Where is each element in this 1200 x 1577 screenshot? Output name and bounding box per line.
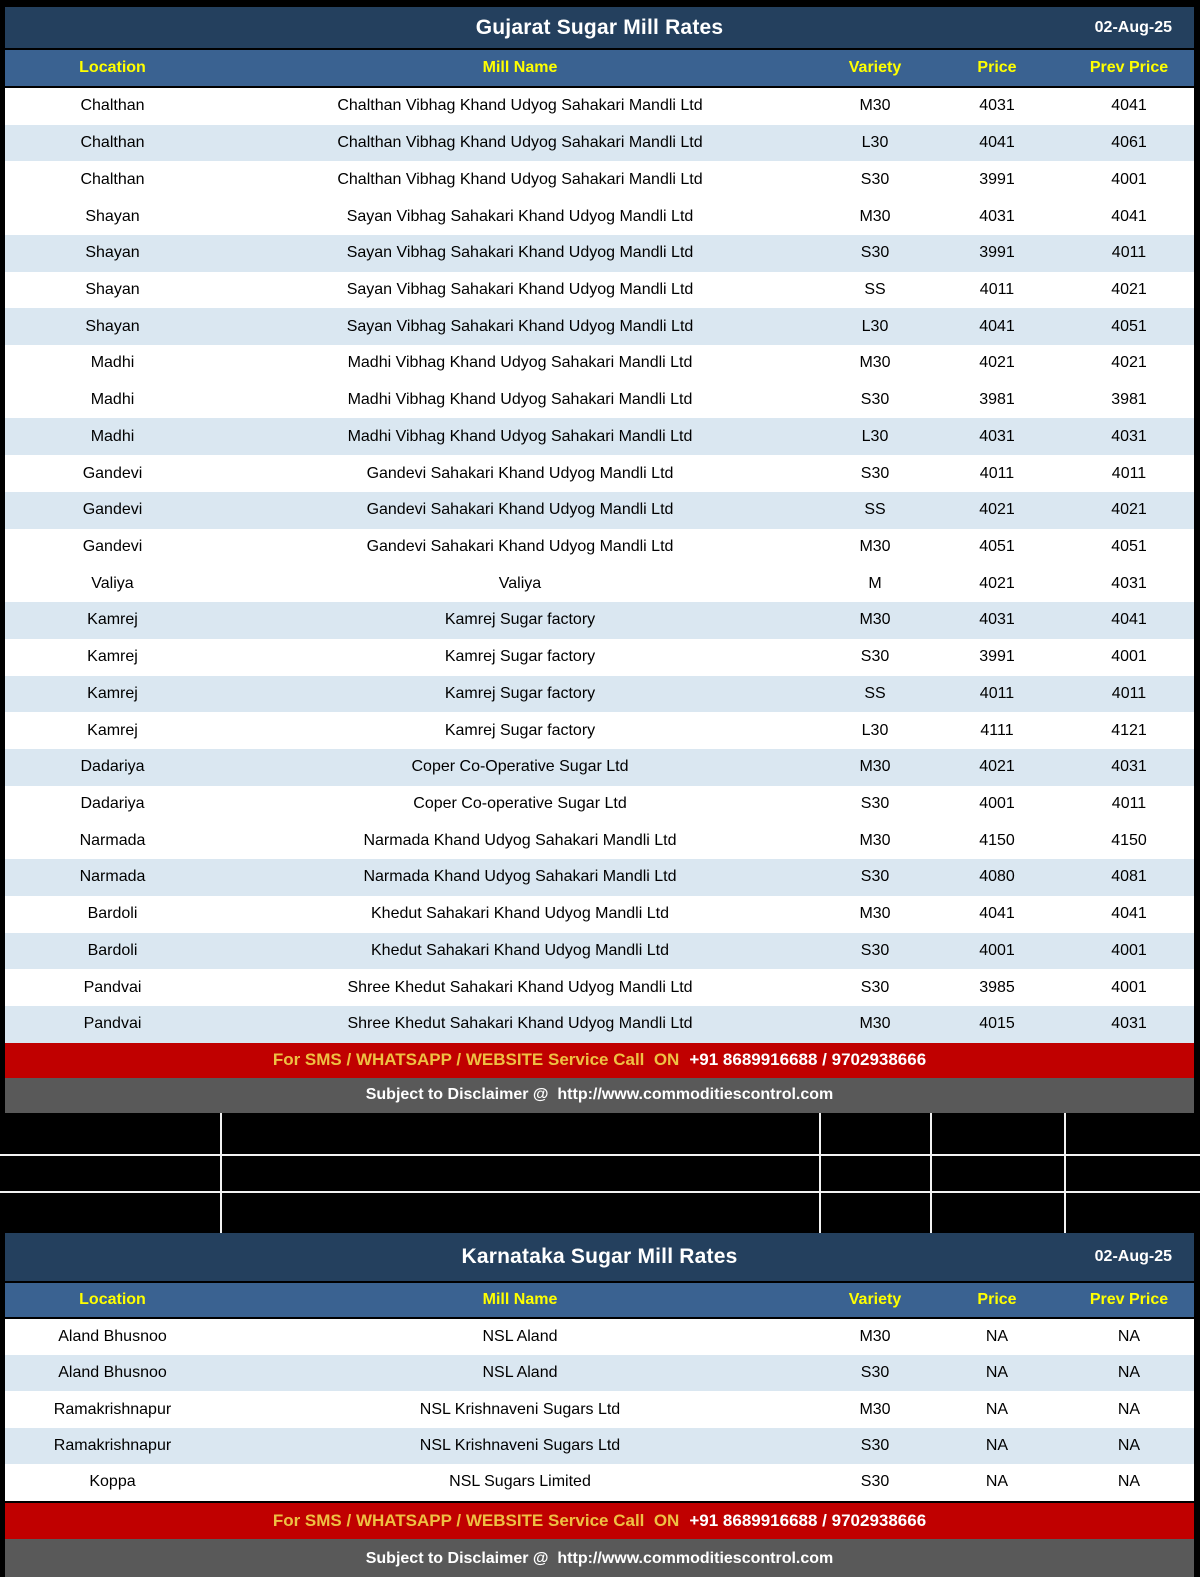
price-cell: 4011 — [979, 280, 1015, 298]
table-row — [5, 1355, 1194, 1391]
table-row — [5, 565, 1194, 602]
mill-name-cell: Gandevi Sahakari Khand Udyog Mandli Ltd — [366, 464, 674, 482]
variety-cell: M30 — [859, 831, 891, 849]
price-cell: 3981 — [979, 391, 1015, 409]
mill-name-cell: Khedut Sahakari Khand Udyog Mandli Ltd — [371, 905, 669, 923]
variety-cell: L30 — [861, 134, 889, 152]
grid-line — [930, 1113, 932, 1233]
location-cell: Pandvai — [83, 1015, 142, 1033]
table-row — [5, 639, 1194, 676]
price-cell: NA — [985, 1473, 1009, 1491]
price-cell: 4150 — [979, 831, 1015, 849]
prev-price-cell: 4001 — [1111, 941, 1147, 959]
mill-name-cell: Madhi Vibhag Khand Udyog Sahakari Mandli Ltd — [347, 427, 693, 445]
prev-price-cell: NA — [1117, 1364, 1141, 1382]
prev-price-cell: 4121 — [1111, 721, 1147, 739]
page-title: Karnataka Sugar Mill Rates — [461, 1244, 738, 1268]
table-row — [5, 1319, 1194, 1355]
variety-cell: S30 — [860, 1364, 890, 1382]
gujarat-rates-table — [5, 7, 1194, 1113]
prev-price-cell: 4041 — [1111, 905, 1147, 923]
location-cell: Shayan — [85, 317, 140, 335]
location-cell: Kamrej — [87, 611, 138, 629]
location-cell: Narmada — [79, 868, 146, 886]
table-row — [5, 418, 1194, 455]
variety-cell: M30 — [859, 1400, 891, 1418]
mill-name-cell: Kamrej Sugar factory — [444, 648, 596, 666]
price-cell: 3991 — [979, 648, 1015, 666]
prev-price-cell: 4031 — [1111, 574, 1147, 592]
variety-cell: SS — [864, 280, 886, 298]
column-header-row — [5, 50, 1194, 86]
table-row — [5, 272, 1194, 309]
location-cell: Aland Bhusnoo — [58, 1327, 167, 1345]
price-cell: 3991 — [979, 244, 1015, 262]
location-cell: Koppa — [89, 1473, 136, 1491]
variety-cell: M30 — [859, 611, 891, 629]
prev-price-cell: NA — [1117, 1327, 1141, 1345]
price-cell: 4111 — [980, 721, 1014, 739]
prev-price-cell: 3981 — [1111, 391, 1147, 409]
service-contact-bar — [5, 1503, 1194, 1539]
variety-cell: L30 — [861, 721, 889, 739]
table-row — [5, 786, 1194, 823]
price-cell: 3991 — [979, 170, 1015, 188]
table-row — [5, 602, 1194, 639]
price-cell: 4080 — [979, 868, 1015, 886]
location-cell: Chalthan — [80, 170, 145, 188]
column-header-location: Location — [79, 1290, 146, 1308]
column-header-mill-name: Mill Name — [482, 59, 558, 76]
disclaimer-text: Subject to Disclaimer @ http://www.commoditiescontrol.com — [365, 1086, 834, 1104]
price-cell: 4031 — [979, 611, 1015, 629]
prev-price-cell: NA — [1117, 1437, 1141, 1455]
prev-price-cell: 4011 — [1111, 244, 1147, 262]
variety-cell: S30 — [860, 1437, 890, 1455]
prev-price-cell: 4031 — [1111, 1015, 1147, 1033]
disclaimer-bar — [5, 1539, 1194, 1577]
variety-cell: S30 — [860, 391, 890, 409]
location-cell: Chalthan — [80, 134, 145, 152]
prev-price-cell: NA — [1117, 1400, 1141, 1418]
location-cell: Kamrej — [87, 648, 138, 666]
page-title: Gujarat Sugar Mill Rates — [475, 15, 724, 39]
table-row — [5, 455, 1194, 492]
prev-price-cell: 4041 — [1111, 207, 1147, 225]
table-row — [5, 198, 1194, 235]
price-cell: 4011 — [979, 464, 1015, 482]
table-row — [5, 529, 1194, 566]
location-cell: Dadariya — [80, 758, 145, 776]
price-cell: 4021 — [979, 574, 1015, 592]
mill-name-cell: Gandevi Sahakari Khand Udyog Mandli Ltd — [366, 501, 674, 519]
prev-price-cell: 4021 — [1111, 280, 1147, 298]
location-cell: Shayan — [85, 244, 140, 262]
table-row — [5, 161, 1194, 198]
variety-cell: M30 — [859, 758, 891, 776]
price-cell: 4031 — [979, 427, 1015, 445]
mill-name-cell: Shree Khedut Sahakari Khand Udyog Mandli Ltd — [347, 978, 693, 996]
service-phone-numbers: +91 8689916688 / 9702938666 — [689, 1050, 927, 1070]
grid-line — [0, 1154, 1200, 1156]
table-row — [5, 235, 1194, 272]
grid-line — [819, 1113, 821, 1233]
karnataka-title-bar — [5, 1233, 1194, 1281]
variety-cell: L30 — [861, 317, 889, 335]
variety-cell: SS — [864, 684, 886, 702]
price-cell: 4001 — [979, 795, 1015, 813]
location-cell: Madhi — [90, 354, 135, 372]
table-row — [5, 88, 1194, 125]
table-row — [5, 345, 1194, 382]
price-cell: 4041 — [979, 134, 1015, 152]
mill-name-cell: Sayan Vibhag Sahakari Khand Udyog Mandli Ltd — [346, 244, 694, 262]
location-cell: Narmada — [79, 831, 146, 849]
location-cell: Kamrej — [87, 684, 138, 702]
price-cell: NA — [985, 1327, 1009, 1345]
price-cell: NA — [985, 1437, 1009, 1455]
mill-name-cell: NSL Krishnaveni Sugars Ltd — [419, 1400, 621, 1418]
grid-line — [220, 1113, 222, 1233]
service-call-label: For SMS / WHATSAPP / WEBSITE Service Call ON — [272, 1510, 680, 1530]
price-cell: 4041 — [979, 317, 1015, 335]
mill-name-cell: Sayan Vibhag Sahakari Khand Udyog Mandli Ltd — [346, 207, 694, 225]
price-cell: 4041 — [979, 905, 1015, 923]
prev-price-cell: 4001 — [1111, 170, 1147, 188]
mill-name-cell: Madhi Vibhag Khand Udyog Sahakari Mandli Ltd — [347, 391, 693, 409]
prev-price-cell: 4001 — [1111, 978, 1147, 996]
column-header-prev-price: Prev Price — [1089, 59, 1169, 76]
disclaimer-bar — [5, 1078, 1194, 1113]
variety-cell: S30 — [860, 795, 890, 813]
disclaimer-text: Subject to Disclaimer @ http://www.commoditiescontrol.com — [365, 1549, 834, 1567]
location-cell: Madhi — [90, 391, 135, 409]
table-row — [5, 969, 1194, 1006]
location-cell: Gandevi — [82, 537, 143, 555]
mill-name-cell: Kamrej Sugar factory — [444, 684, 596, 702]
variety-cell: S30 — [860, 648, 890, 666]
gujarat-title-bar — [5, 7, 1194, 48]
column-header-price: Price — [977, 1290, 1017, 1308]
prev-price-cell: 4150 — [1111, 831, 1147, 849]
location-cell: Ramakrishnapur — [53, 1400, 172, 1418]
mill-name-cell: Khedut Sahakari Khand Udyog Mandli Ltd — [371, 941, 669, 959]
table-row — [5, 1006, 1194, 1043]
prev-price-cell: 4021 — [1111, 354, 1147, 372]
price-cell: 4001 — [979, 941, 1015, 959]
mill-name-cell: NSL Aland — [482, 1364, 558, 1382]
price-cell: 3985 — [979, 978, 1015, 996]
location-cell: Shayan — [85, 207, 140, 225]
mill-name-cell: Coper Co-Operative Sugar Ltd — [411, 758, 629, 776]
mill-name-cell: Sayan Vibhag Sahakari Khand Udyog Mandli Ltd — [346, 280, 694, 298]
table-row — [5, 125, 1194, 162]
prev-price-cell: 4011 — [1111, 464, 1147, 482]
prev-price-cell: 4081 — [1111, 868, 1147, 886]
location-cell: Madhi — [90, 427, 135, 445]
mill-name-cell: Kamrej Sugar factory — [444, 721, 596, 739]
table-row — [5, 492, 1194, 529]
variety-cell: M30 — [859, 905, 891, 923]
mill-name-cell: Gandevi Sahakari Khand Udyog Mandli Ltd — [366, 537, 674, 555]
table-row — [5, 749, 1194, 786]
column-header-price: Price — [977, 59, 1017, 76]
location-cell: Bardoli — [87, 905, 138, 923]
prev-price-cell: 4051 — [1111, 317, 1147, 335]
price-cell: NA — [985, 1364, 1009, 1382]
prev-price-cell: 4051 — [1111, 537, 1147, 555]
location-cell: Gandevi — [82, 464, 143, 482]
price-cell: NA — [985, 1400, 1009, 1418]
price-cell: 4015 — [979, 1015, 1015, 1033]
column-header-mill-name: Mill Name — [482, 1290, 558, 1308]
location-cell: Gandevi — [82, 501, 143, 519]
variety-cell: M30 — [859, 1327, 891, 1345]
service-phone-numbers: +91 8689916688 / 9702938666 — [689, 1510, 927, 1530]
mill-name-cell: Shree Khedut Sahakari Khand Udyog Mandli Ltd — [347, 1015, 693, 1033]
price-cell: 4021 — [979, 758, 1015, 776]
table-row — [5, 308, 1194, 345]
prev-price-cell: 4011 — [1111, 684, 1147, 702]
variety-cell: S30 — [860, 464, 890, 482]
table-row — [5, 933, 1194, 970]
prev-price-cell: 4041 — [1111, 97, 1147, 115]
report-date: 02-Aug-25 — [1094, 1247, 1172, 1265]
variety-cell: S30 — [860, 978, 890, 996]
mill-name-cell: NSL Sugars Limited — [449, 1473, 591, 1491]
variety-cell: S30 — [860, 244, 890, 262]
variety-cell: S30 — [860, 1473, 890, 1491]
price-cell: 4051 — [979, 537, 1015, 555]
column-header-prev-price: Prev Price — [1089, 1290, 1169, 1308]
mill-name-cell: Madhi Vibhag Khand Udyog Sahakari Mandli Ltd — [347, 354, 693, 372]
variety-cell: M30 — [859, 97, 891, 115]
empty-grid — [5, 1113, 1194, 1233]
variety-cell: M — [868, 574, 882, 592]
variety-cell: M30 — [859, 354, 891, 372]
prev-price-cell: 4061 — [1111, 134, 1147, 152]
service-call-label: For SMS / WHATSAPP / WEBSITE Service Call ON — [272, 1050, 680, 1070]
service-contact-bar — [5, 1043, 1194, 1078]
mill-name-cell: Sayan Vibhag Sahakari Khand Udyog Mandli Ltd — [346, 317, 694, 335]
price-cell: 4031 — [979, 207, 1015, 225]
mill-name-cell: NSL Krishnaveni Sugars Ltd — [419, 1437, 621, 1455]
mill-name-cell: Coper Co-operative Sugar Ltd — [413, 795, 627, 813]
prev-price-cell: 4021 — [1111, 501, 1147, 519]
mill-name-cell: Narmada Khand Udyog Sahakari Mandli Ltd — [363, 831, 677, 849]
prev-price-cell: 4031 — [1111, 758, 1147, 776]
mill-name-cell: Chalthan Vibhag Khand Udyog Sahakari Mandli Ltd — [337, 170, 703, 188]
column-header-variety: Variety — [848, 1290, 902, 1308]
price-cell: 4031 — [979, 97, 1015, 115]
location-cell: Chalthan — [80, 97, 145, 115]
location-cell: Pandvai — [83, 978, 142, 996]
grid-line — [0, 1191, 1200, 1193]
variety-cell: M30 — [859, 537, 891, 555]
column-header-row — [5, 1283, 1194, 1317]
variety-cell: S30 — [860, 170, 890, 188]
variety-cell: L30 — [861, 427, 889, 445]
mill-name-cell: Kamrej Sugar factory — [444, 611, 596, 629]
column-header-variety: Variety — [848, 59, 902, 76]
prev-price-cell: 4011 — [1111, 795, 1147, 813]
prev-price-cell: 4001 — [1111, 648, 1147, 666]
variety-cell: M30 — [859, 1015, 891, 1033]
column-header-location: Location — [79, 59, 146, 76]
grid-line — [1064, 1113, 1066, 1233]
prev-price-cell: 4031 — [1111, 427, 1147, 445]
price-cell: 4021 — [979, 354, 1015, 372]
table-row — [5, 822, 1194, 859]
variety-cell: M30 — [859, 207, 891, 225]
location-cell: Ramakrishnapur — [53, 1437, 172, 1455]
table-row — [5, 896, 1194, 933]
price-cell: 4021 — [979, 501, 1015, 519]
karnataka-rates-table — [5, 1233, 1194, 1577]
mill-name-cell: NSL Aland — [482, 1327, 558, 1345]
prev-price-cell: 4041 — [1111, 611, 1147, 629]
location-cell: Shayan — [85, 280, 140, 298]
mill-name-cell: Chalthan Vibhag Khand Udyog Sahakari Mandli Ltd — [337, 97, 703, 115]
prev-price-cell: NA — [1117, 1473, 1141, 1491]
karnataka-rows — [5, 1319, 1194, 1501]
variety-cell: S30 — [860, 941, 890, 959]
location-cell: Bardoli — [87, 941, 138, 959]
price-cell: 4011 — [979, 684, 1015, 702]
mill-name-cell: Narmada Khand Udyog Sahakari Mandli Ltd — [363, 868, 677, 886]
table-row — [5, 712, 1194, 749]
table-row — [5, 1391, 1194, 1427]
location-cell: Dadariya — [80, 795, 145, 813]
table-row — [5, 676, 1194, 713]
report-date: 02-Aug-25 — [1094, 18, 1172, 36]
table-row — [5, 1428, 1194, 1464]
table-row — [5, 382, 1194, 419]
mill-name-cell: Chalthan Vibhag Khand Udyog Sahakari Mandli Ltd — [337, 134, 703, 152]
table-row — [5, 1464, 1194, 1500]
gujarat-rows — [5, 88, 1194, 1043]
location-cell: Aland Bhusnoo — [58, 1364, 167, 1382]
variety-cell: S30 — [860, 868, 890, 886]
location-cell: Valiya — [91, 574, 134, 592]
table-row — [5, 859, 1194, 896]
location-cell: Kamrej — [87, 721, 138, 739]
variety-cell: SS — [864, 501, 886, 519]
mill-name-cell: Valiya — [498, 574, 542, 592]
